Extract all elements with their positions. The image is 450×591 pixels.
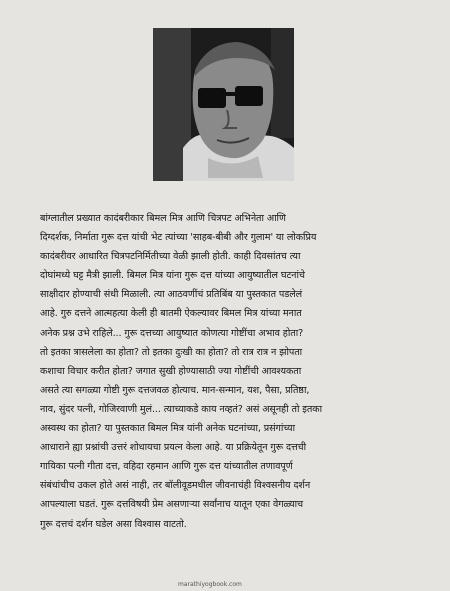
description-line: संबंधांचीच उकल होते असं नाही, तर बॉलीवूडमधील जीवनाचंही विश्वसनीय दर्शन [40,480,311,492]
description-line: दोघांमध्ये घट्ट मैत्री झाली. बिमल मित्र यांना गुरू दत्त यांच्या आयुष्यातील घटनांचे [40,270,305,282]
description-line: अनेक प्रश्न उभे राहिले... गुरू दत्तच्या आयुष्यात कोणत्या गोष्टींचा अभाव होता? [40,327,304,339]
description-line: गुरू दत्तचं दर्शन घडेल असा विश्वास वाटतो. [40,518,187,530]
footer-watermark: marathiyogbook.com [178,581,242,588]
description-line: आधाराने ह्या प्रश्नांची उत्तरं शोधायचा प्रयत्न केला आहे. या प्रक्रियेतून गुरू दत्तची [40,442,307,454]
portrait-illustration [153,28,294,181]
book-description [40,209,408,534]
description-line: कशाचा विचार करीत होता? जगात सुखी होण्यासाठी ज्या गोष्टींची आवश्यकता [40,365,302,377]
description-line: नाव, सुंदर पत्नी, गोजिरवाणी मुलं... त्याच्याकडे काय नव्हतं? असं असूनही तो इतका [40,403,323,415]
author-photo [153,28,294,181]
description-line: बांग्लातील प्रख्यात कादंबरीकार बिमल मित्र आणि चित्रपट अभिनेता आणि [40,213,286,224]
description-line: अस्वस्थ का होता? या पुस्तकात बिमल मित्र यांनी अनेक घटनांच्या, प्रसंगांच्या [40,423,295,435]
description-line: आहे. गुरु दत्तने आत्महत्या केली ही बातमी ऐकल्यावर बिमल मित्र यांच्या मनात [40,308,302,320]
description-line: गायिका पत्नी गीता दत्त, वहिदा रहमान आणि गुरू दत्त यांच्यातील तणावपूर्ण [40,461,293,473]
description-line: साक्षीदार होण्याची संधी मिळाली. त्या आठवणींचं प्रतिबिंब या पुस्तकात पडलेलं [40,289,303,301]
description-line: कादंबरीवर आधारित चित्रपटनिर्मितीच्या वेळी झाली होती. काही दिवसांतच त्या [40,251,301,263]
description-line: असते त्या सगळ्या गोष्टी गुरू दत्तजवळ होत्याच. मान-सन्मान, यश, पैसा, प्रतिष्ठा, [40,384,310,396]
description-line: तो इतका त्रासलेला का होता? तो इतका दुःखी का होता? तो रात्र रात्र न झोपता [40,346,303,358]
description-line: आपल्याला घडतं. गुरू दत्तविषयी प्रेम असणाऱ्या सर्वांनाच यातून एका वेगळ्याच [40,499,304,511]
description-line: दिग्दर्शक, निर्माता गुरू दत्त यांची भेट त्यांच्या 'साहब-बीबी और गुलाम' या लोकप्रिय [40,232,317,244]
